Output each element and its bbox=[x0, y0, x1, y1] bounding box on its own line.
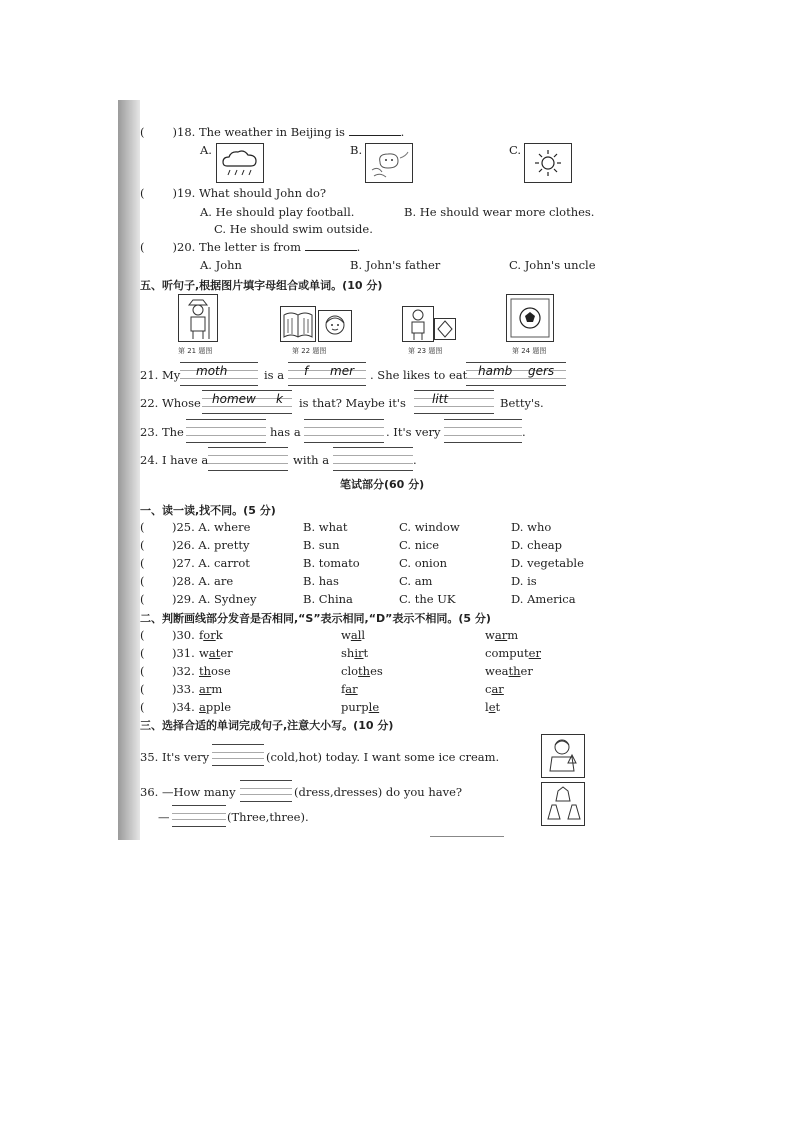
girl-picture bbox=[318, 310, 352, 342]
q21-writing-box-2[interactable] bbox=[288, 362, 366, 386]
sun-image bbox=[524, 143, 572, 183]
word-part: m bbox=[507, 628, 519, 642]
underlined-letters: le bbox=[368, 700, 380, 714]
answer-paren[interactable]: ( bbox=[140, 682, 145, 696]
q19-option-b[interactable]: B. He should wear more clothes. bbox=[404, 205, 595, 219]
answer-paren[interactable]: ( bbox=[140, 700, 145, 714]
q18-option-a[interactable]: A. bbox=[200, 143, 212, 157]
word-2 bbox=[341, 628, 365, 642]
underlined-letters: or bbox=[203, 628, 216, 642]
q22-handwriting-1: homew bbox=[212, 392, 256, 406]
q24-text-1: 24. I have a bbox=[140, 453, 209, 467]
rain-cloud-image bbox=[216, 143, 264, 183]
word-2 bbox=[341, 682, 358, 696]
q36-text-4: (Three,three). bbox=[227, 810, 309, 824]
underlined-letters: th bbox=[358, 664, 371, 678]
underlined-letters: ar bbox=[345, 682, 358, 696]
boy-icon bbox=[403, 307, 433, 341]
q19-option-a[interactable]: A. He should play football. bbox=[200, 205, 355, 219]
q23-writing-box-1[interactable] bbox=[186, 419, 266, 443]
q35-text-1: 35. It's very bbox=[140, 750, 210, 764]
q21-handwriting-4: hamb bbox=[478, 364, 513, 378]
kite-icon bbox=[435, 319, 455, 339]
q24-writing-box-2[interactable] bbox=[333, 447, 413, 471]
boy-picture bbox=[402, 306, 434, 342]
option-c[interactable]: C. the UK bbox=[399, 592, 456, 606]
option-d[interactable]: D. America bbox=[511, 592, 576, 606]
wind-image bbox=[365, 143, 413, 183]
word-3 bbox=[485, 664, 533, 678]
q36-text-1: 36. —How many bbox=[140, 785, 236, 799]
word-part: clo bbox=[341, 664, 359, 678]
q24-text-3: . bbox=[413, 453, 417, 467]
q35-writing-box[interactable] bbox=[212, 744, 264, 766]
section-3-title: 三、选择合适的单词完成句子,注意大小写。(10 分) bbox=[140, 719, 394, 732]
wind-face-icon bbox=[366, 144, 412, 182]
section-5-title: 五、听句子,根据图片填字母组合或单词。(10 分) bbox=[140, 279, 383, 292]
word-3 bbox=[485, 628, 518, 642]
option-b[interactable]: B. has bbox=[303, 574, 339, 588]
option-a[interactable]: )25. A. where bbox=[172, 520, 251, 534]
option-d[interactable]: D. vegetable bbox=[511, 556, 584, 570]
word-1 bbox=[199, 664, 231, 678]
q22-text-1: 22. Whose bbox=[140, 396, 201, 410]
question-number: )33. bbox=[172, 682, 195, 696]
q18-option-c[interactable]: C. bbox=[509, 143, 522, 157]
q18-blank[interactable] bbox=[349, 135, 401, 136]
option-a[interactable]: )29. A. Sydney bbox=[172, 592, 257, 606]
q21-handwriting-3: mer bbox=[330, 364, 355, 378]
q20-option-a[interactable]: A. John bbox=[200, 258, 242, 272]
q24-text-2: with a bbox=[293, 453, 330, 467]
q23-text-1: 23. The bbox=[140, 425, 184, 439]
q36-writing-box-2[interactable] bbox=[172, 805, 226, 827]
option-c[interactable]: C. onion bbox=[399, 556, 448, 570]
word-part: t bbox=[363, 646, 369, 660]
q18-line: ( )18. The weather in Beijing is . bbox=[140, 125, 405, 139]
section-1-title: 一、读一读,找不同。(5 分) bbox=[140, 504, 276, 517]
q23-text-3: . It's very bbox=[386, 425, 441, 439]
question-number: )31. bbox=[172, 646, 195, 660]
word-1 bbox=[199, 682, 222, 696]
answer-paren[interactable]: ( bbox=[140, 664, 145, 678]
q20-option-c[interactable]: C. John's uncle bbox=[509, 258, 596, 272]
word-1 bbox=[199, 700, 231, 714]
answer-paren[interactable]: ( bbox=[140, 646, 145, 660]
word-part: w bbox=[341, 628, 351, 642]
q20-blank[interactable] bbox=[305, 250, 357, 251]
underlined-letters: ar bbox=[199, 682, 212, 696]
q20-line: ( )20. The letter is from . bbox=[140, 240, 361, 254]
option-a[interactable]: )28. A. are bbox=[172, 574, 234, 588]
underlined-letters: al bbox=[350, 628, 362, 642]
underlined-letters: a bbox=[199, 700, 206, 714]
q21-handwriting-1: moth bbox=[196, 364, 228, 378]
underlined-letters: ar bbox=[491, 682, 504, 696]
answer-paren[interactable]: ( bbox=[140, 538, 145, 552]
written-part-title: 笔试部分(60 分) bbox=[340, 478, 425, 491]
word-part: es bbox=[370, 664, 383, 678]
option-b[interactable]: B. China bbox=[303, 592, 353, 606]
q21-text-1: 21. My bbox=[140, 368, 181, 382]
word-part: pple bbox=[205, 700, 232, 714]
q19-line: ( )19. What should John do? bbox=[140, 186, 327, 200]
option-a[interactable]: )26. A. pretty bbox=[172, 538, 250, 552]
q22-text-3: Betty's. bbox=[500, 396, 544, 410]
caption-23: 第 23 题图 bbox=[408, 347, 443, 355]
q21-text-2: is a bbox=[264, 368, 285, 382]
word-1 bbox=[199, 646, 233, 660]
word-part: er bbox=[220, 646, 233, 660]
bottom-rule bbox=[430, 836, 504, 837]
underlined-letters: th bbox=[508, 664, 521, 678]
book-picture bbox=[280, 306, 316, 342]
word-part: f bbox=[199, 628, 204, 642]
word-part: sh bbox=[341, 646, 355, 660]
word-part: f bbox=[341, 682, 346, 696]
answer-paren[interactable]: ( bbox=[140, 592, 145, 606]
caption-21: 第 21 题图 bbox=[178, 347, 213, 355]
farmer-icon bbox=[179, 295, 217, 341]
word-part: w bbox=[199, 646, 209, 660]
sun-icon bbox=[525, 144, 571, 182]
q21-text-3: . She likes to eat bbox=[370, 368, 468, 382]
q22-handwriting-3: litt bbox=[432, 392, 449, 406]
word-2 bbox=[341, 646, 368, 660]
answer-paren[interactable]: ( bbox=[140, 556, 145, 570]
book-icon bbox=[281, 307, 315, 341]
word-part: t bbox=[495, 700, 501, 714]
q35-text-2: (cold,hot) today. I want some ice cream. bbox=[266, 750, 500, 764]
option-c[interactable]: C. nice bbox=[399, 538, 440, 552]
q22-writing-box-2[interactable] bbox=[414, 390, 494, 414]
option-a[interactable]: )27. A. carrot bbox=[172, 556, 250, 570]
ice-cream-picture bbox=[541, 734, 585, 778]
option-b[interactable]: B. what bbox=[303, 520, 348, 534]
q20-option-b[interactable]: B. John's father bbox=[350, 258, 441, 272]
answer-paren[interactable]: ( bbox=[140, 520, 145, 534]
word-2 bbox=[341, 664, 383, 678]
option-d[interactable]: D. cheap bbox=[511, 538, 562, 552]
option-c[interactable]: C. window bbox=[399, 520, 460, 534]
option-b[interactable]: B. sun bbox=[303, 538, 340, 552]
caption-22: 第 22 题图 bbox=[292, 347, 327, 355]
q21-handwriting-5: gers bbox=[528, 364, 555, 378]
football-picture bbox=[506, 294, 554, 342]
question-number: )30. bbox=[172, 628, 195, 642]
word-part: k bbox=[215, 628, 223, 642]
q19-option-c[interactable]: C. He should swim outside. bbox=[214, 222, 373, 236]
football-icon bbox=[507, 295, 553, 341]
rain-cloud-icon bbox=[217, 144, 263, 182]
word-part: comput bbox=[485, 646, 529, 660]
word-part: c bbox=[485, 682, 492, 696]
word-3 bbox=[485, 646, 541, 660]
word-part: m bbox=[211, 682, 223, 696]
word-part: w bbox=[485, 628, 495, 642]
dresses-picture bbox=[541, 782, 585, 826]
option-c[interactable]: C. am bbox=[399, 574, 433, 588]
answer-paren[interactable]: ( bbox=[140, 628, 145, 642]
word-part: l bbox=[485, 700, 489, 714]
q23-text-4: . bbox=[522, 425, 526, 439]
question-number: )32. bbox=[172, 664, 195, 678]
child-eating-icon bbox=[542, 735, 584, 777]
q18-option-b[interactable]: B. bbox=[350, 143, 363, 157]
underlined-letters: ar bbox=[494, 628, 508, 642]
option-b[interactable]: B. tomato bbox=[303, 556, 360, 570]
caption-24: 第 24 题图 bbox=[512, 347, 547, 355]
answer-paren[interactable]: ( bbox=[140, 574, 145, 588]
underlined-letters: e bbox=[488, 700, 496, 714]
q22-handwriting-2: k bbox=[276, 392, 283, 406]
word-part: er bbox=[520, 664, 533, 678]
farmer-picture bbox=[178, 294, 218, 342]
word-part: l bbox=[361, 628, 366, 642]
q36-writing-box-1[interactable] bbox=[240, 780, 292, 802]
word-3 bbox=[485, 682, 504, 696]
word-part: purp bbox=[341, 700, 369, 714]
section-2-title: 二、判断画线部分发音是否相同,“S”表示相同,“D”表示不相同。(5 分) bbox=[140, 612, 491, 625]
q36-text-2: (dress,dresses) do you have? bbox=[294, 785, 463, 799]
q23-writing-box-3[interactable] bbox=[444, 419, 522, 443]
kite-picture bbox=[434, 318, 456, 340]
option-d[interactable]: D. is bbox=[511, 574, 537, 588]
q23-writing-box-2[interactable] bbox=[304, 419, 384, 443]
underlined-letters: th bbox=[199, 664, 212, 678]
underlined-letters: at bbox=[208, 646, 221, 660]
word-part: wea bbox=[485, 664, 509, 678]
option-d[interactable]: D. who bbox=[511, 520, 552, 534]
girl-face-icon bbox=[319, 311, 351, 341]
word-2 bbox=[341, 700, 379, 714]
q23-text-2: has a bbox=[270, 425, 301, 439]
dresses-icon bbox=[542, 783, 584, 825]
scan-edge-shadow bbox=[118, 100, 140, 840]
word-part: ose bbox=[211, 664, 231, 678]
word-1 bbox=[199, 628, 223, 642]
word-3 bbox=[485, 700, 500, 714]
question-number: )34. bbox=[172, 700, 195, 714]
underlined-letters: er bbox=[528, 646, 541, 660]
q24-writing-box-1[interactable] bbox=[208, 447, 288, 471]
q36-text-3: — bbox=[158, 810, 170, 824]
q22-text-2: is that? Maybe it's bbox=[299, 396, 406, 410]
q21-handwriting-2: f bbox=[304, 364, 309, 378]
underlined-letters: ir bbox=[354, 646, 364, 660]
